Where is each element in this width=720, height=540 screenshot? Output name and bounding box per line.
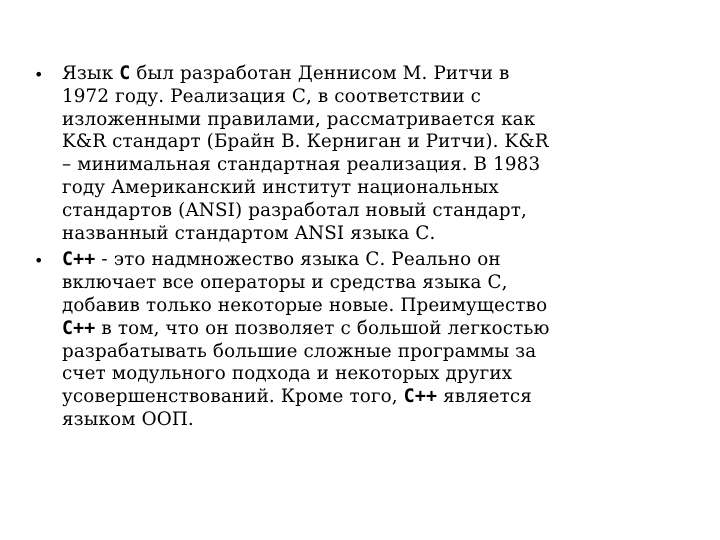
code-term: C++ [62, 317, 96, 339]
text-line: счет модульного подхода и некоторых других [62, 363, 513, 385]
code-term: C++ [62, 249, 96, 271]
text-line: Язык C был разработан Деннисом М. Ритчи в [62, 63, 510, 84]
text-line: включает все операторы и средства языка С, [62, 272, 508, 294]
text-line: C++ - это надмножество языка С. Реально он [62, 249, 501, 271]
code-term: C++ [403, 386, 438, 408]
text-line: названный стандартом ANSI языка С. [62, 222, 436, 244]
bullet-item-cpp-overview [34, 249, 694, 431]
text-line: K&R стандарт (Брайн В. Керниган и Ритчи). K&R [62, 131, 549, 153]
code-term: C [119, 63, 131, 84]
bullet-dot-icon: • [34, 65, 44, 84]
text-line: добавив только некоторые новые. Преимущество [62, 294, 548, 316]
text-line: – минимальная стандартная реализация. В 1983 [62, 154, 541, 176]
bullet-list [34, 63, 694, 436]
text-line: 1972 году. Реализация С, в соответствии с [62, 85, 482, 107]
bullet-dot-icon: • [34, 251, 44, 271]
text-line: стандартов (ANSI) разработал новый стандарт, [62, 199, 528, 221]
text-line: C++ в том, что он позволяет с большой легкостью [62, 317, 550, 339]
bullet-item-c-history [34, 63, 694, 245]
bullet-text [62, 249, 694, 431]
text-line: усовершенствований. Кроме того, C++ является [62, 386, 532, 408]
text-line: языком ООП. [62, 408, 194, 430]
text-line: разрабатывать большие сложные программы за [62, 340, 537, 362]
text-line: году Американский институт национальных [62, 176, 499, 198]
bullet-text [62, 63, 694, 245]
text-line: изложенными правилами, рассматривается как [62, 108, 536, 130]
